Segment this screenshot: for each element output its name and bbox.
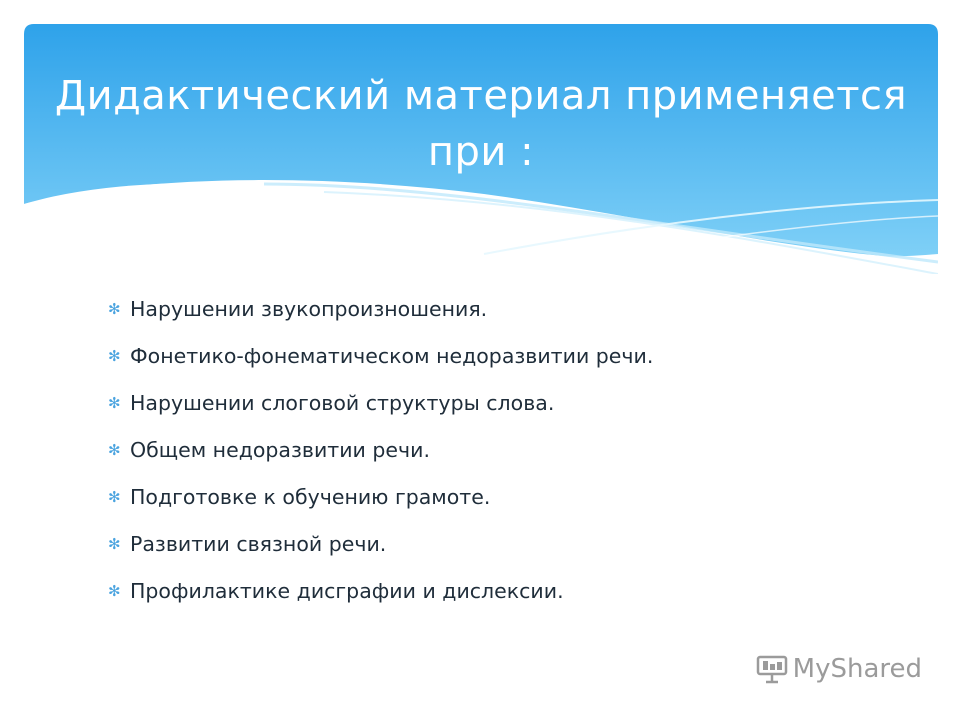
asterisk-bullet-icon: ✻ xyxy=(108,393,121,412)
bullet-text: Фонетико-фонематическом недоразвитии речи. xyxy=(130,343,654,368)
asterisk-bullet-icon: ✻ xyxy=(108,346,121,365)
asterisk-bullet-icon: ✻ xyxy=(108,440,121,459)
list-item xyxy=(108,520,653,567)
list-item xyxy=(108,473,653,520)
asterisk-bullet-icon: ✻ xyxy=(108,487,121,506)
asterisk-bullet-icon: ✻ xyxy=(108,299,121,318)
bullet-text: Развитии связной речи. xyxy=(130,531,387,556)
presentation-board-icon xyxy=(755,654,789,684)
list-item xyxy=(108,567,653,614)
list-item xyxy=(108,426,653,473)
list-item xyxy=(108,285,653,332)
bullet-text: Нарушении слоговой структуры слова. xyxy=(130,390,555,415)
bullet-text: Подготовке к обучению грамоте. xyxy=(130,484,491,509)
list-item xyxy=(108,379,653,426)
slide-title: Дидактический материал применяется при : xyxy=(54,73,908,175)
list-item xyxy=(108,332,653,379)
bullet-text: Общем недоразвитии речи. xyxy=(130,437,430,462)
watermark-text: MyShared xyxy=(792,654,922,684)
bullet-text: Профилактике дисграфии и дислексии. xyxy=(130,578,564,603)
asterisk-bullet-icon: ✻ xyxy=(108,534,121,553)
bullet-text: Нарушении звукопроизношения. xyxy=(130,296,488,321)
myshared-watermark[interactable] xyxy=(755,654,922,684)
asterisk-bullet-icon: ✻ xyxy=(108,581,121,600)
bullet-list xyxy=(108,285,653,614)
